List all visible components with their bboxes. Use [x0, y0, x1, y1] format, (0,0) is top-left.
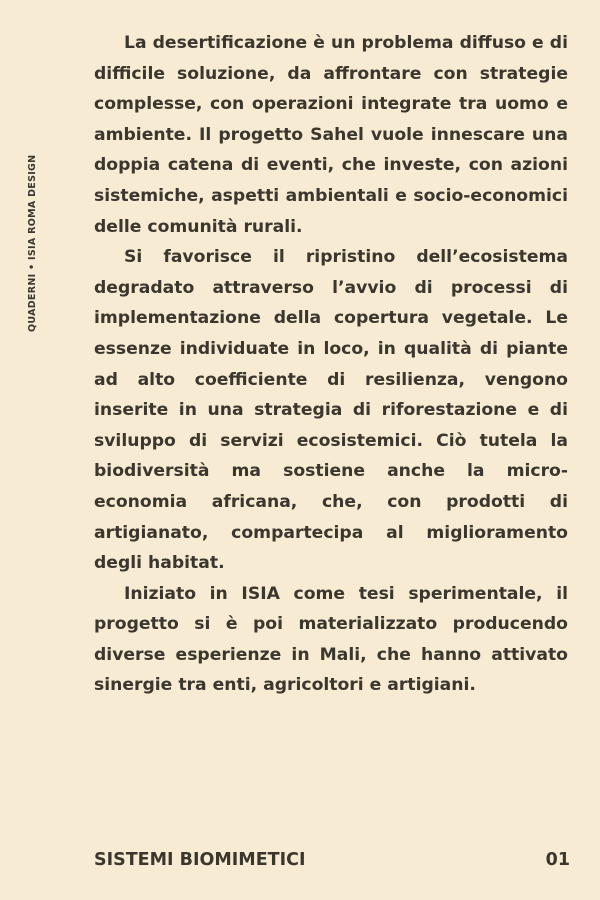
page-number: 01	[545, 850, 570, 870]
paragraph-3: Iniziato in ISIA come tesi sperimentale, il progetto si è poi materializzato producendo diverse esperienze in Mali, che hanno attivato sinergie tra enti, agricoltori e artigiani.	[94, 583, 568, 696]
spine-label: QUADERNI • ISIA ROMA DESIGN	[27, 154, 38, 332]
paragraph-1: La desertificazione è un problema diffuso e di difficile soluzione, da affrontare con strategie complesse, con operazioni integrate tra uomo e ambiente. Il progetto Sahel vuole innescare una doppia catena di eventi, che investe, con azioni sistemiche, aspetti ambientali e socio-economici delle comunità rurali.	[94, 33, 568, 237]
page-footer	[94, 845, 570, 875]
article-body	[94, 28, 568, 701]
paragraph-2: Si favorisce il ripristino dell’ecosistema degradato attraverso l’avvio di processi di implementazione della copertura vegetale. Le essenze individuate in loco, in qualità di piante ad alto coefficiente di resilienza, vengono inserite in una strategia di riforestazione e di sviluppo di servizi ecosistemici. Ciò tutela la biodiversità ma sostiene anche la micro-economia africana, che, con prodotti di artigianato, compartecipa al miglioramento degli habitat.	[94, 247, 568, 574]
section-title: SISTEMI BIOMIMETICI	[94, 850, 306, 870]
